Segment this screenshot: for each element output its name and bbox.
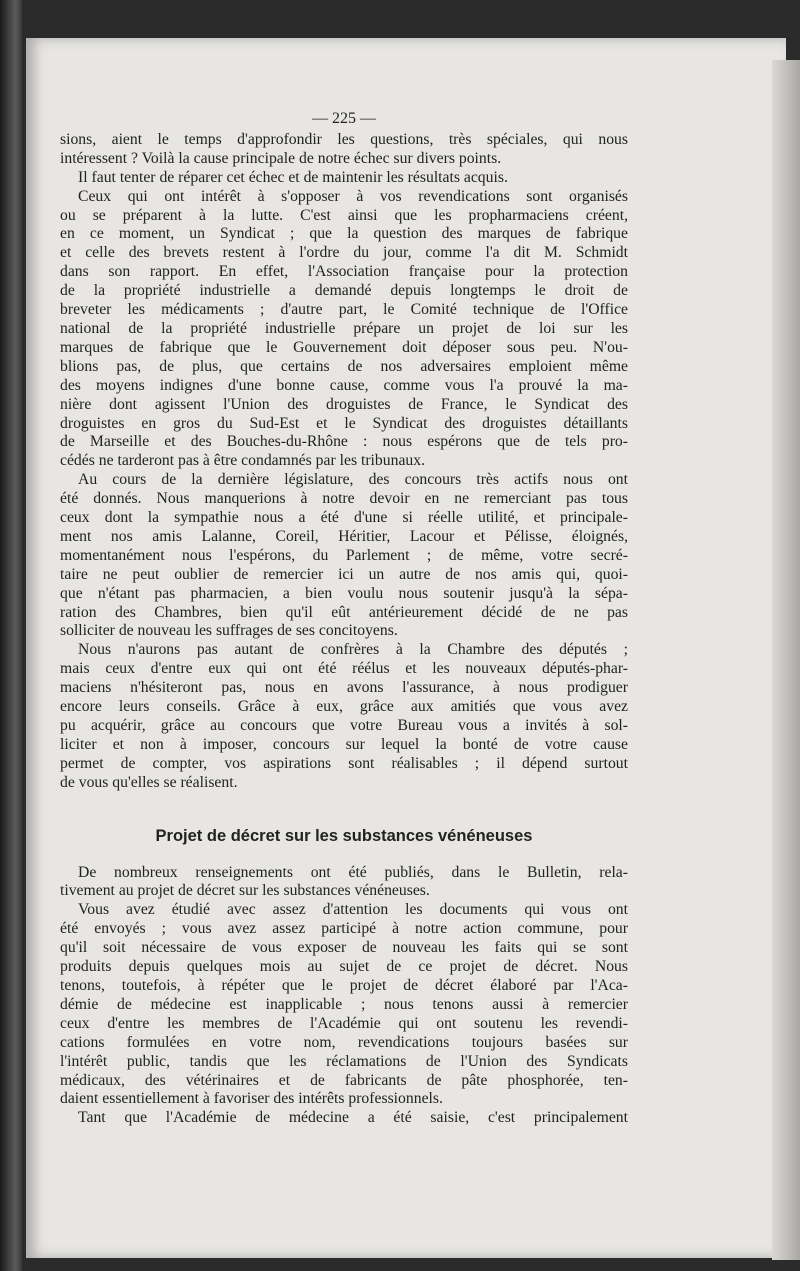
text-line: tivement au projet de décret sur les substances vénéneuses. bbox=[60, 882, 430, 900]
text-line: de vous qu'elles se réalisent. bbox=[60, 773, 238, 791]
text-line: breveter les médicaments ; d'autre part, le Comité technique de l'Office bbox=[60, 301, 628, 319]
text-line: marques de fabrique que le Gouvernement doit déposer sous peu. N'ou- bbox=[60, 338, 628, 356]
section-heading: Projet de décret sur les substances vénéneuses bbox=[155, 826, 533, 845]
text-line: encore leurs conseils. Grâce à eux, grâce aux amitiés que vous avez bbox=[60, 698, 628, 716]
text-line: médicaux, des vétérinaires et de fabricants de pâte phosphorée, ten- bbox=[60, 1071, 628, 1089]
text-line: été envoyés ; vous avez assez participé à notre action commune, pour bbox=[60, 920, 628, 938]
text-line: Il faut tenter de réparer cet échec et de maintenir les résultats acquis. bbox=[78, 168, 508, 186]
text-line: ration des Chambres, bien qu'il eût antérieurement décidé de ne pas bbox=[60, 603, 628, 621]
text-line: des moyens indignes d'une bonne cause, comme vous l'a prouvé la ma- bbox=[60, 376, 628, 394]
text-line: produits depuis quelques mois au sujet de ce projet de décret. Nous bbox=[60, 958, 628, 976]
adjacent-page-edge bbox=[0, 0, 22, 1271]
text-line: intéressent ? Voilà la cause principale de notre échec sur divers points. bbox=[60, 149, 502, 167]
page-number: — 225 — bbox=[312, 110, 376, 127]
text-line: maciens n'hésiteront pas, nous en avons l'assurance, à nous prodiguer bbox=[60, 679, 628, 697]
text-line: ceux dont la sympathie nous a été d'une si réelle utilité, et principale- bbox=[60, 509, 628, 527]
text-line: Nous n'aurons pas autant de confrères à la Chambre des députés ; bbox=[78, 641, 628, 659]
text-line: et celle des brevets restent à l'ordre du jour, comme l'a dit M. Schmidt bbox=[60, 244, 628, 262]
text-line: Au cours de la dernière législature, des concours très actifs nous ont bbox=[78, 471, 628, 489]
text-line: Vous avez étudié avec assez d'attention les documents qui vous ont bbox=[78, 901, 628, 919]
text-line: été donnés. Nous manquerions à notre devoir en ne remerciant pas tous bbox=[60, 490, 628, 508]
text-line: de la propriété industrielle a demandé depuis longtemps le droit de bbox=[60, 282, 628, 300]
text-line: Ceux qui ont intérêt à s'opposer à vos revendications sont organisés bbox=[78, 187, 628, 205]
page-content bbox=[60, 110, 628, 1128]
text-line: de Marseille et des Bouches-du-Rhône : nous espérons que de tels pro- bbox=[60, 433, 628, 451]
text-line: en ce moment, un Syndicat ; que la question des marques de fabrique bbox=[60, 225, 628, 243]
text-line: dans son rapport. En effet, l'Association française pour la protection bbox=[60, 263, 628, 281]
text-line: tenons, toutefois, à répéter que le projet de décret élaboré par l'Aca- bbox=[60, 976, 628, 994]
text-line: solliciter de nouveau les suffrages de ses concitoyens. bbox=[60, 622, 398, 640]
text-line: blions pas, de plus, que certains de nos adversaires emploient même bbox=[60, 357, 628, 375]
text-line: Tant que l'Académie de médecine a été saisie, c'est principalement bbox=[78, 1109, 628, 1127]
text-line: l'intérêt public, tandis que les réclamations de l'Union des Syndicats bbox=[60, 1052, 628, 1070]
text-line: ou se préparent à la lutte. C'est ainsi que les propharmaciens créent, bbox=[60, 206, 628, 224]
text-line: ceux d'entre les membres de l'Académie qui ont soutenu les revendi- bbox=[60, 1014, 628, 1032]
text-line: national de la propriété industrielle prépare un projet de loi sur les bbox=[60, 319, 628, 337]
text-line: nière dont agissent l'Union des droguistes de France, le Syndicat des bbox=[60, 395, 628, 413]
text-line: que n'étant pas pharmacien, a bien voulu nous soutenir jusqu'à la sépa- bbox=[60, 584, 628, 602]
text-line: cations formulées en votre nom, revendications toujours basées sur bbox=[60, 1033, 628, 1051]
text-line: De nombreux renseignements ont été publiés, dans le Bulletin, rela- bbox=[78, 863, 628, 881]
text-line: liciter et non à imposer, concours sur lequel la bonté de votre cause bbox=[60, 735, 628, 753]
text-line: cédés ne tarderont pas à être condamnés par les tribunaux. bbox=[60, 452, 426, 470]
page-stack-edge bbox=[772, 60, 800, 1260]
body-text-section-2 bbox=[60, 864, 628, 1129]
text-line: démie de médecine est inapplicable ; nous tenons aussi à remercier bbox=[60, 995, 628, 1013]
text-line: qu'il soit nécessaire de vous exposer de nouveau les faits qui se sont bbox=[60, 939, 628, 957]
text-line: ment nos amis Lalanne, Coreil, Héritier, Lacour et Pélisse, éloignés, bbox=[60, 527, 628, 545]
text-line: taire ne peut oublier de remercier ici un autre de nos amis qui, quoi- bbox=[60, 565, 628, 583]
text-line: pu acquérir, grâce au concours que votre Bureau vous a invités à sol- bbox=[60, 717, 628, 734]
body-text-section-1 bbox=[60, 131, 628, 793]
text-line: momentanément nous l'espérons, du Parlement ; de même, votre secré- bbox=[60, 546, 628, 564]
text-line: permet de compter, vos aspirations sont réalisables ; il dépend surtout bbox=[60, 754, 628, 772]
text-line: daient essentiellement à favoriser des intérêts professionnels. bbox=[60, 1090, 443, 1108]
text-line: mais ceux d'entre eux qui ont été réélus et les nouveaux députés-phar- bbox=[60, 660, 628, 678]
text-line: sions, aient le temps d'approfondir les questions, très spéciales, qui nous bbox=[60, 130, 628, 148]
text-line: droguistes en gros du Sud-Est et le Syndicat des droguistes détaillants bbox=[60, 414, 628, 432]
